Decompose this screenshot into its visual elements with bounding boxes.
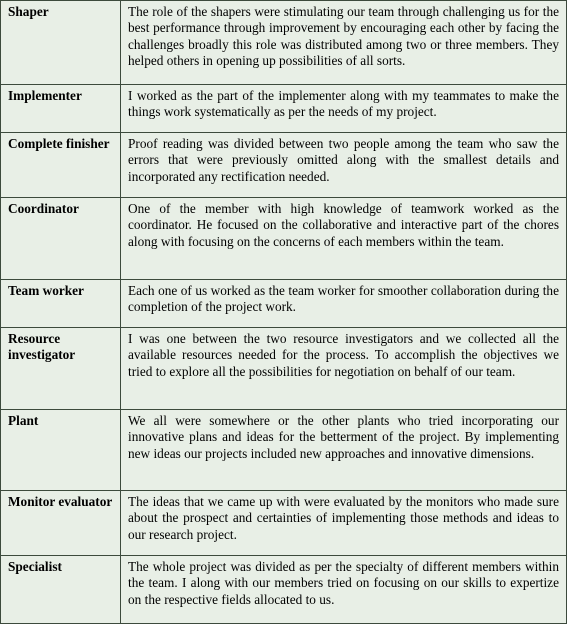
table-row xyxy=(1,280,567,328)
table-row xyxy=(1,410,567,491)
table-row xyxy=(1,198,567,280)
role-cell: Shaper xyxy=(1,1,121,85)
description-cell: The whole project was divided as per the specialty of different members within the team. I along with our members tried on focusing on our skills to expertize on the respective fields allocated to us. xyxy=(121,556,567,624)
table-row xyxy=(1,556,567,624)
table-row xyxy=(1,85,567,133)
description-cell: Proof reading was divided between two people among the team who saw the errors that were previously omitted along with the smallest details and incorporated any rectification needed. xyxy=(121,133,567,198)
role-cell: Complete finisher xyxy=(1,133,121,198)
table-row xyxy=(1,328,567,410)
description-cell: I was one between the two resource investigators and we collected all the available resources needed for the process. To accomplish the objectives we tried to explore all the possibilities for negotiation on behalf of our team. xyxy=(121,328,567,410)
role-cell: Coordinator xyxy=(1,198,121,280)
role-cell: Plant xyxy=(1,410,121,491)
role-cell: Resource investigator xyxy=(1,328,121,410)
role-cell: Implementer xyxy=(1,85,121,133)
role-cell: Team worker xyxy=(1,280,121,328)
description-cell: The ideas that we came up with were evaluated by the monitors who made sure about the prospect and certainties of implementing those methods and ideas to our research project. xyxy=(121,491,567,556)
description-cell: Each one of us worked as the team worker for smoother collaboration during the completion of the project work. xyxy=(121,280,567,328)
role-cell: Specialist xyxy=(1,556,121,624)
table-row xyxy=(1,1,567,85)
description-cell: One of the member with high knowledge of teamwork worked as the coordinator. He focused on the collaborative and interactive part of the chores along with focusing on the concerns of each members within the team. xyxy=(121,198,567,280)
description-cell: I worked as the part of the implementer along with my teammates to make the things work systematically as per the needs of my project. xyxy=(121,85,567,133)
description-cell: The role of the shapers were stimulating our team through challenging us for the best performance through improvement by encouraging each other by facing the challenges broadly this role was distributed among two or three members. They helped others in opening up possibilities of all sorts. xyxy=(121,1,567,85)
role-cell: Monitor evaluator xyxy=(1,491,121,556)
table-row xyxy=(1,133,567,198)
table-row xyxy=(1,491,567,556)
description-cell: We all were somewhere or the other plants who tried incorporating our innovative plans and ideas for the betterment of the project. By implementing new ideas our projects included new approaches and innovative dimensions. xyxy=(121,410,567,491)
